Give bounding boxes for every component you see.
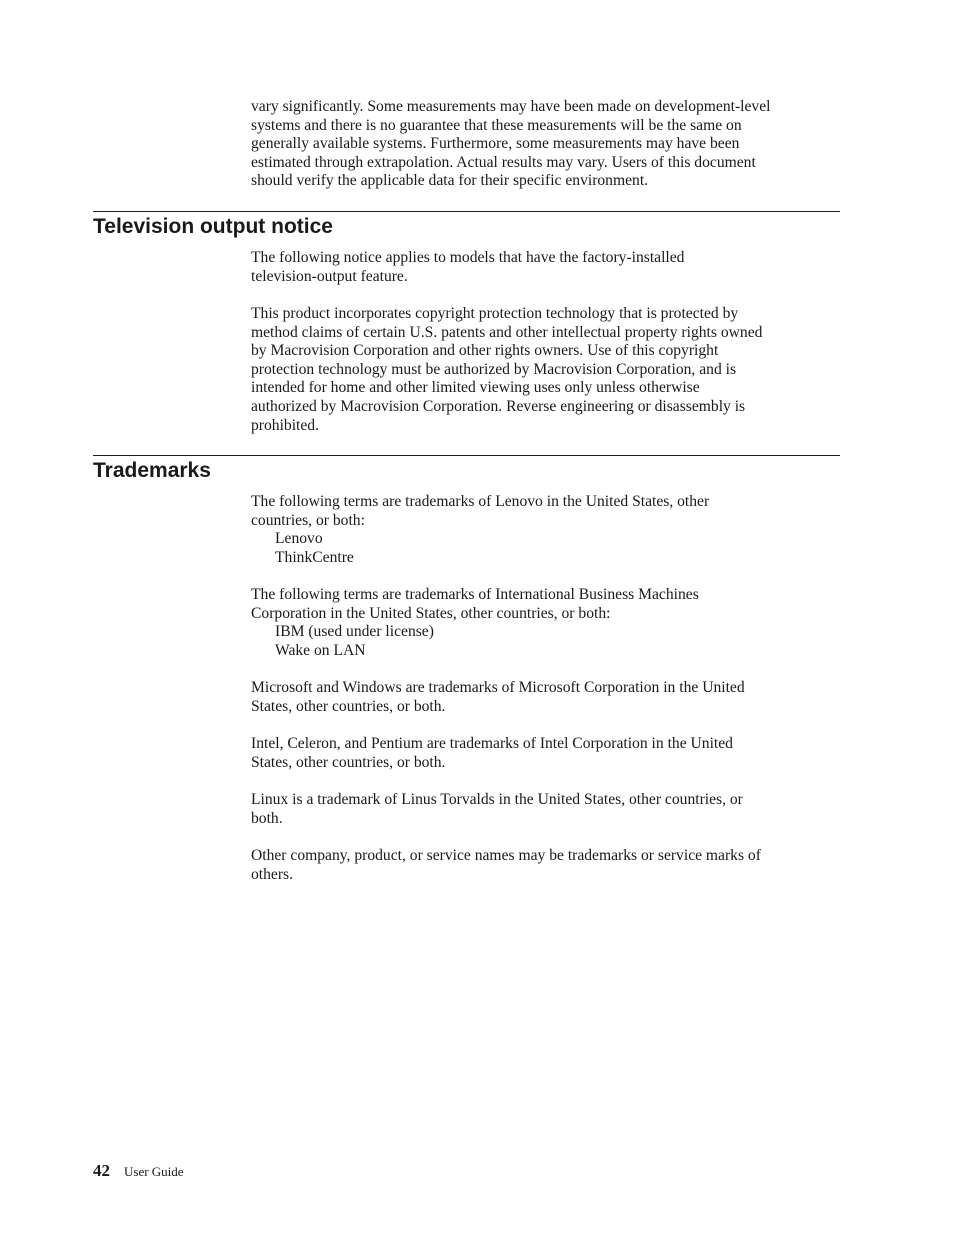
text-line: States, other countries, or both. — [251, 753, 446, 771]
trademark-term: Wake on LAN — [275, 641, 366, 659]
text-line: by Macrovision Corporation and other rights owners. Use of this copyright — [251, 342, 719, 360]
tv-paragraph-2 — [251, 305, 841, 435]
text-line: method claims of certain U.S. patents and other intellectual property rights owned — [251, 323, 763, 341]
other-trademarks-paragraph — [251, 847, 841, 884]
intro-paragraph — [251, 98, 841, 191]
text-line: countries, or both: — [251, 511, 365, 529]
trademark-term: Lenovo — [275, 530, 323, 548]
text-line: Intel, Celeron, and Pentium are trademarks of Intel Corporation in the United — [251, 735, 733, 752]
text-line: others. — [251, 865, 294, 883]
section-divider — [93, 455, 840, 456]
text-line: generally available systems. Furthermore, some measurements may have been — [251, 135, 740, 153]
lenovo-trademarks-paragraph — [251, 493, 841, 567]
linux-trademarks-paragraph — [251, 791, 841, 828]
trademark-term: IBM (used under license) — [275, 623, 434, 641]
trademark-term: ThinkCentre — [275, 548, 354, 566]
ibm-trademarks-paragraph — [251, 586, 841, 660]
intel-trademarks-paragraph — [251, 735, 841, 772]
page-footer — [93, 1161, 184, 1182]
text-line: The following terms are trademarks of International Business Machines — [251, 586, 699, 603]
text-line: Linux is a trademark of Linus Torvalds in the United States, other countries, or — [251, 791, 743, 808]
microsoft-trademarks-paragraph — [251, 679, 841, 716]
text-line: This product incorporates copyright protection technology that is protected by — [251, 305, 739, 322]
text-line: States, other countries, or both. — [251, 697, 446, 715]
text-line: estimated through extrapolation. Actual results may vary. Users of this document — [251, 153, 756, 171]
text-line: prohibited. — [251, 416, 319, 434]
text-line: both. — [251, 809, 283, 827]
text-line: should verify the applicable data for their specific environment. — [251, 172, 649, 190]
footer-label: User Guide — [124, 1164, 184, 1179]
text-line: Microsoft and Windows are trademarks of Microsoft Corporation in the United — [251, 679, 745, 696]
text-line: systems and there is no guarantee that these measurements will be the same on — [251, 116, 742, 134]
text-line: protection technology must be authorized by Macrovision Corporation, and is — [251, 360, 737, 378]
text-line: intended for home and other limited viewing uses only unless otherwise — [251, 379, 700, 397]
text-line: television-output feature. — [251, 267, 408, 285]
page-number: 42 — [93, 1161, 110, 1180]
text-line: The following notice applies to models that have the factory-installed — [251, 249, 685, 266]
tv-paragraph-1 — [251, 249, 841, 286]
text-line: authorized by Macrovision Corporation. Reverse engineering or disassembly is — [251, 397, 746, 415]
text-line: Other company, product, or service names may be trademarks or service marks of — [251, 847, 761, 864]
tv-section-heading: Television output notice — [93, 215, 333, 238]
text-line: The following terms are trademarks of Lenovo in the United States, other — [251, 493, 710, 510]
text-line: vary significantly. Some measurements may have been made on development-level — [251, 98, 771, 115]
section-divider — [93, 211, 840, 212]
trademarks-section-heading: Trademarks — [93, 459, 211, 482]
text-line: Corporation in the United States, other countries, or both: — [251, 604, 611, 622]
